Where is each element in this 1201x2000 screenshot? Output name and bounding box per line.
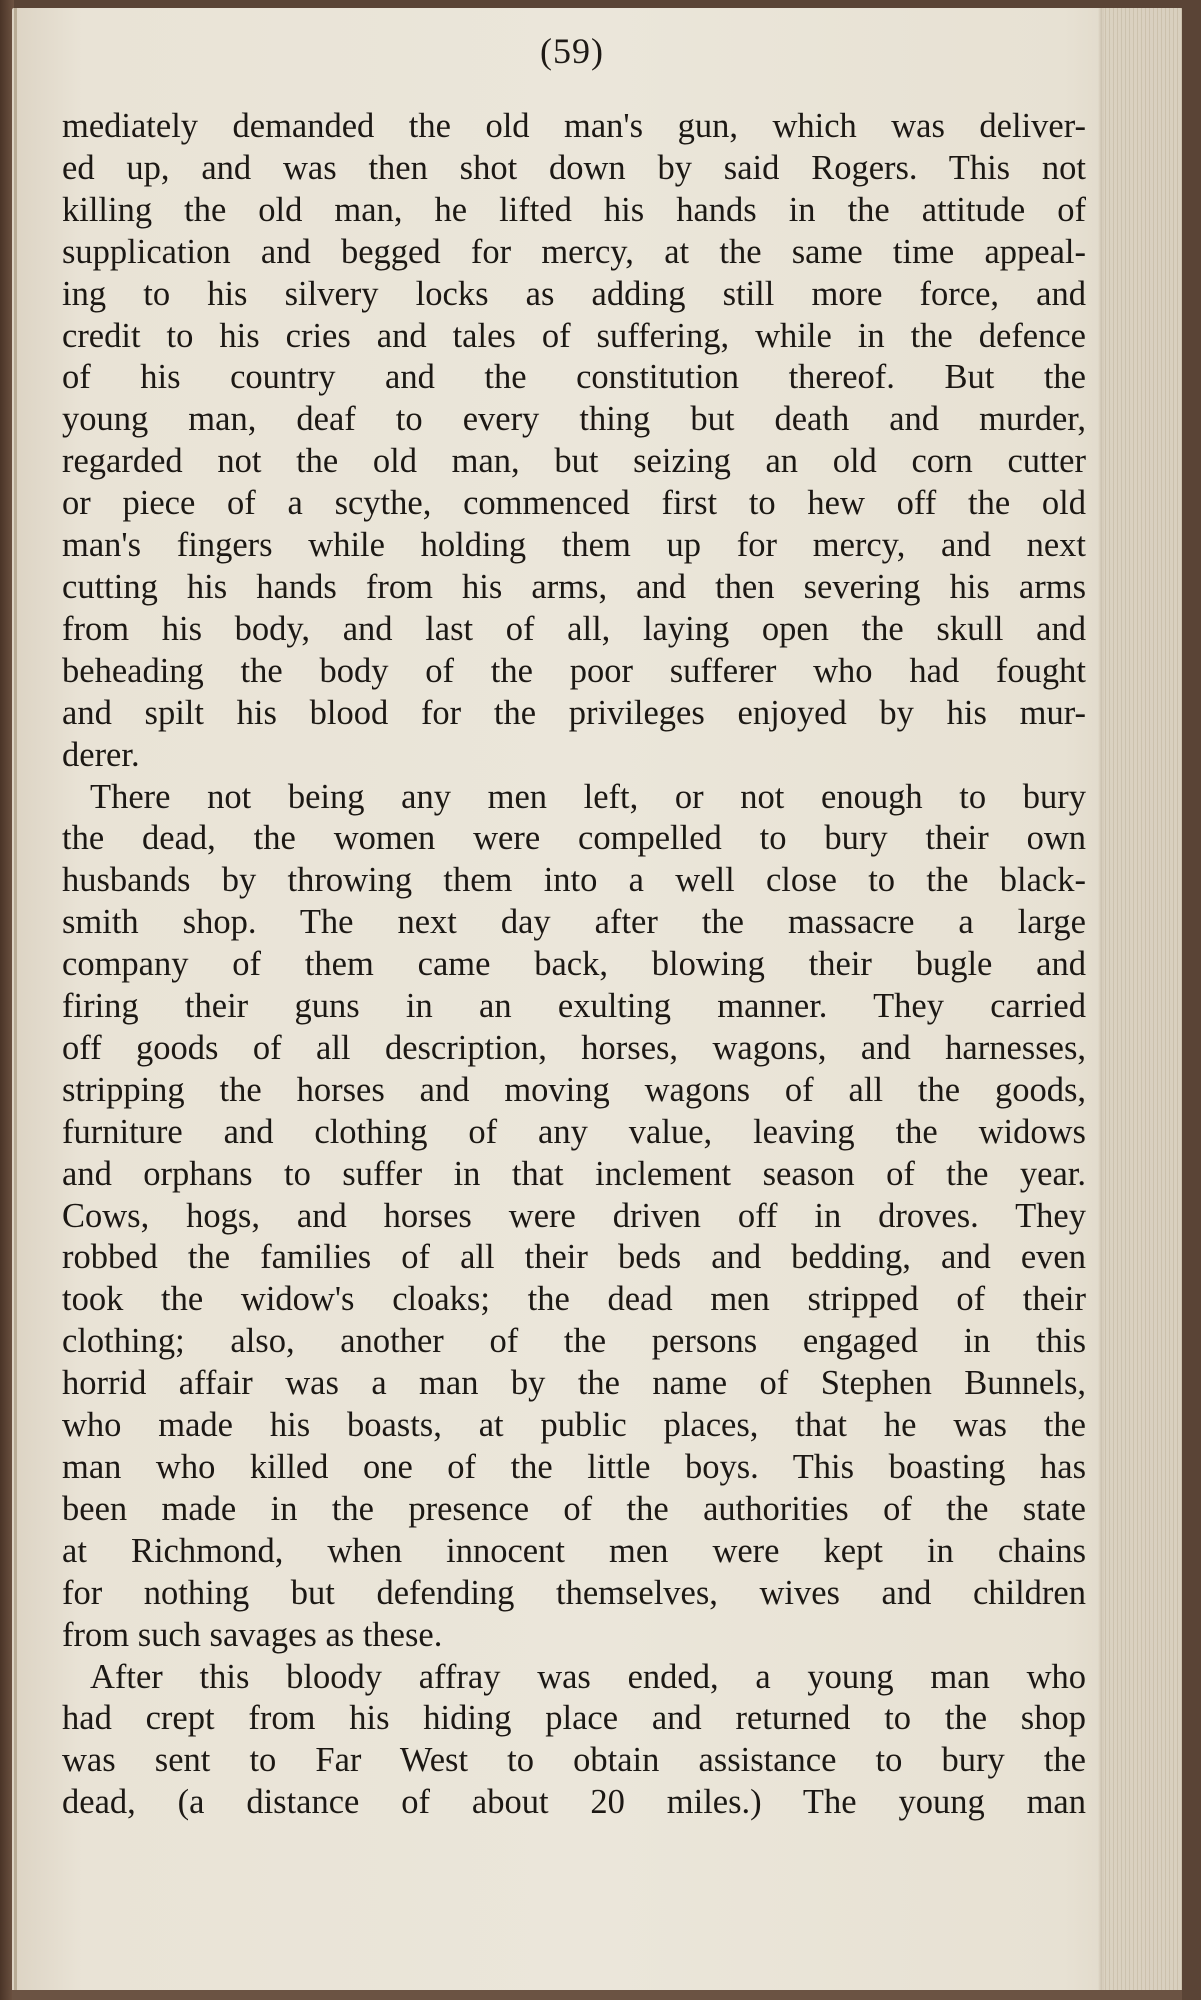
text-line: company of them came back, blowing their bugle and	[62, 945, 1086, 984]
text-line: cutting his hands from his arms, and then severing his arms	[62, 567, 1086, 606]
text-line: been made in the presence of the authorities of the state	[62, 1489, 1086, 1528]
text-line: at Richmond, when innocent men were kept in chains	[62, 1531, 1086, 1570]
text-line: or piece of a scythe, commenced first to hew off the old	[62, 484, 1086, 523]
text-line: and orphans to suffer in that inclement season of the year.	[62, 1154, 1086, 1193]
text-line: had crept from his hiding place and returned to the shop	[62, 1699, 1086, 1738]
text-line: beheading the body of the poor sufferer who had fought	[62, 651, 1086, 690]
gutter-line	[14, 8, 17, 1992]
page-edges	[1102, 8, 1182, 1992]
text-line: and spilt his blood for the privileges enjoyed by his mur-	[62, 693, 1086, 732]
text-line: credit to his cries and tales of suffering, while in the defence	[62, 316, 1086, 355]
text-line: horrid affair was a man by the name of Stephen Bunnels,	[62, 1364, 1086, 1403]
book-page	[12, 8, 1182, 1992]
text-line: smith shop. The next day after the massacre a large	[62, 903, 1086, 942]
text-line: for nothing but defending themselves, wives and children	[62, 1573, 1086, 1612]
text-line: dead, (a distance of about 20 miles.) The young man	[62, 1783, 1086, 1822]
text-line: Cows, hogs, and horses were driven off in droves. They	[62, 1196, 1086, 1235]
paragraph-start-line: There not being any men left, or not enough to bury	[90, 777, 1086, 816]
text-line: man's fingers while holding them up for mercy, and next	[62, 526, 1086, 565]
text-line: furniture and clothing of any value, leaving the widows	[62, 1112, 1086, 1151]
text-line: supplication and begged for mercy, at the same time appeal-	[62, 232, 1086, 271]
text-line: clothing; also, another of the persons engaged in this	[62, 1322, 1086, 1361]
text-line: firing their guns in an exulting manner. They carried	[62, 987, 1086, 1026]
text-line: of his country and the constitution thereof. But the	[62, 358, 1086, 397]
text-line: from such savages as these.	[62, 1615, 443, 1654]
text-line: who made his boasts, at public places, that he was the	[62, 1406, 1086, 1445]
text-line: husbands by throwing them into a well close to the black-	[62, 861, 1086, 900]
text-line: mediately demanded the old man's gun, which was deliver-	[62, 107, 1086, 145]
body-text	[62, 106, 1086, 1824]
text-line: the dead, the women were compelled to bury their own	[62, 819, 1086, 858]
page-number: (59)	[540, 31, 604, 71]
text-line: killing the old man, he lifted his hands in the attitude of	[62, 190, 1086, 229]
text-line: regarded not the old man, but seizing an old corn cutter	[62, 442, 1086, 481]
text-line: took the widow's cloaks; the dead men stripped of their	[62, 1280, 1086, 1319]
text-line: man who killed one of the little boys. This boasting has	[62, 1448, 1086, 1486]
text-line: young man, deaf to every thing but death and murder,	[62, 400, 1086, 439]
text-line: derer.	[62, 735, 140, 774]
text-line: from his body, and last of all, laying open the skull and	[62, 609, 1086, 648]
paragraph-start-line: After this bloody affray was ended, a young man who	[90, 1657, 1086, 1696]
page-bottom-shadow	[12, 1990, 1182, 2000]
text-line: off goods of all description, horses, wagons, and harnesses,	[62, 1028, 1086, 1067]
text-line: ing to his silvery locks as adding still more force, and	[62, 274, 1086, 313]
text-line: ed up, and was then shot down by said Rogers. This not	[62, 148, 1086, 187]
text-line: robbed the families of all their beds and bedding, and even	[62, 1238, 1086, 1277]
text-line: stripping the horses and moving wagons of all the goods,	[62, 1070, 1086, 1109]
text-line: was sent to Far West to obtain assistance to bury the	[62, 1741, 1086, 1780]
